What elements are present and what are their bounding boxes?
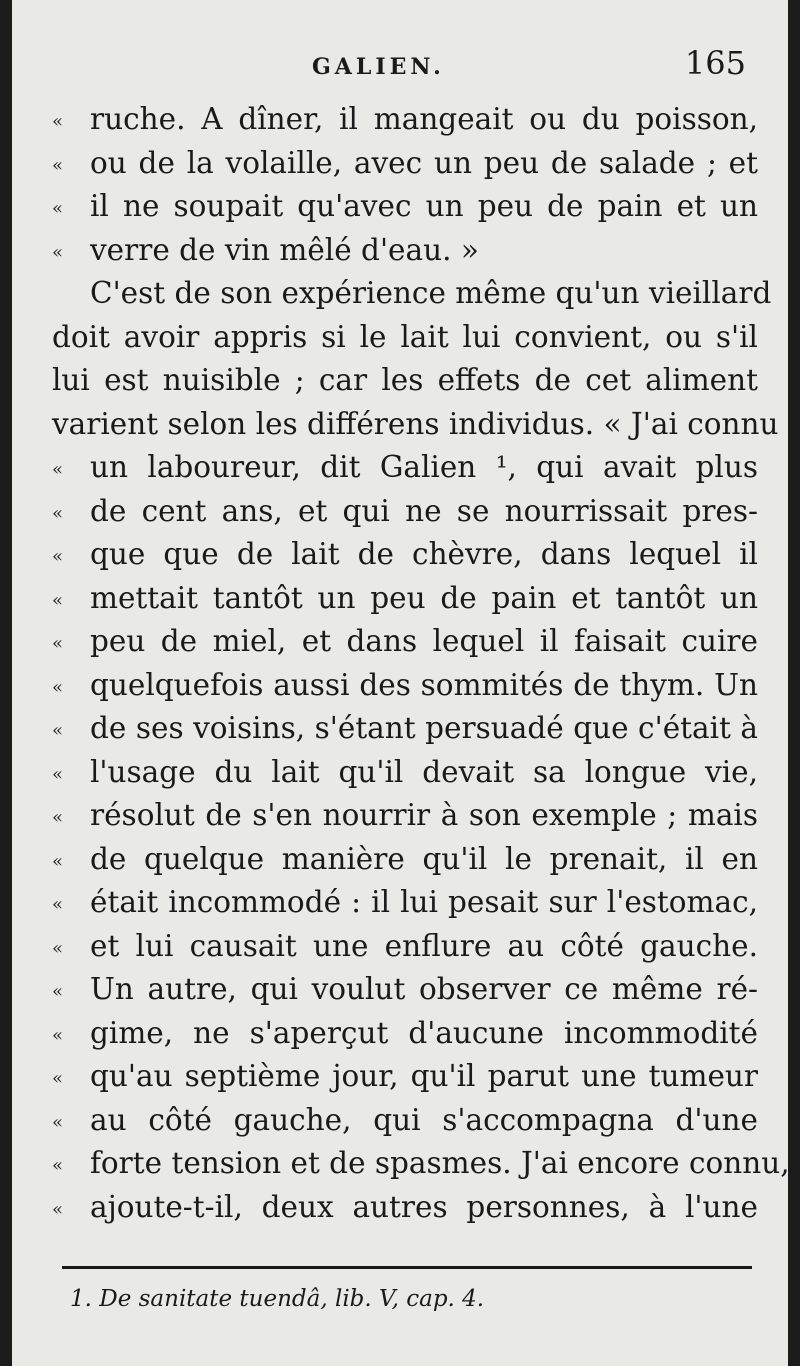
text-line (52, 272, 772, 316)
quote-mark: « (52, 807, 64, 828)
quote-mark: « (52, 546, 64, 567)
text-line-content: verre de vin mêlé d'eau. » (90, 232, 479, 267)
text-line-content: de ses voisins, s'étant persuadé que c'était à (90, 711, 758, 745)
text-line (52, 620, 758, 664)
quote-mark: « (52, 589, 64, 611)
text-line-content: ou de la volaille, avec un peu de salade ; et (90, 145, 758, 180)
text-line-content: doit avoir appris si le lait lui convient, ou s'il (52, 319, 758, 354)
text-line (52, 403, 779, 447)
quote-mark: « (52, 459, 64, 480)
text-line-content: lui est nuisible ; car les effets de cet aliment (52, 363, 758, 397)
text-line (52, 707, 758, 751)
text-line-content: de cent ans, et qui ne se nourrissait pres- (90, 493, 758, 528)
text-line-content: l'usage du lait qu'il devait sa longue vie, (90, 754, 758, 789)
quote-mark: « (52, 894, 64, 915)
quote-mark: « (52, 111, 64, 132)
footnote: 1. De sanitate tuendâ, lib. V, cap. 4. (70, 1286, 485, 1312)
text-line (52, 490, 758, 534)
quote-mark: « (52, 720, 64, 741)
text-line (52, 1099, 758, 1143)
book-page (12, 0, 788, 1366)
text-line (52, 968, 758, 1012)
quote-mark: « (52, 198, 64, 219)
quote-mark: « (52, 763, 64, 785)
text-line-content: au côté gauche, qui s'accompagna d'une (90, 1102, 758, 1137)
text-line-content: forte tension et de spasmes. J'ai encore connu, (90, 1146, 790, 1180)
quote-mark: « (52, 850, 64, 872)
quote-mark: « (52, 1111, 64, 1133)
text-line-content: de quelque manière qu'il le prenait, il en (90, 841, 758, 876)
text-line-content: mettait tantôt un peu de pain et tantôt un (90, 580, 758, 615)
text-line-content: et lui causait une enflure au côté gauche. (90, 928, 758, 963)
quote-mark: « (52, 154, 64, 176)
text-line (52, 1186, 758, 1230)
text-line (52, 446, 758, 490)
text-line-content: que que de lait de chèvre, dans lequel il (90, 537, 758, 571)
text-line (52, 925, 758, 969)
text-line (52, 664, 758, 708)
text-line (52, 838, 758, 882)
body-text (52, 98, 790, 1229)
text-line (52, 229, 758, 273)
text-line (52, 359, 758, 403)
text-line-content: résolut de s'en nourrir à son exemple ; mais (90, 798, 758, 832)
text-line-content: il ne soupait qu'avec un peu de pain et un (90, 189, 758, 223)
text-line (52, 1055, 758, 1099)
text-line (52, 577, 758, 621)
page-header (12, 44, 788, 84)
running-title: GALIEN. (312, 54, 445, 80)
quote-mark: « (52, 502, 64, 524)
text-line-content: un laboureur, dit Galien ¹, qui avait plus (90, 450, 758, 484)
text-line-content: quelquefois aussi des sommités de thym. Un (90, 667, 758, 702)
text-line (52, 533, 758, 577)
text-line-content: peu de miel, et dans lequel il faisait cuire (90, 624, 758, 658)
page-number: 165 (684, 44, 746, 82)
quote-mark: « (52, 676, 64, 698)
text-line-content: Un autre, qui voulut observer ce même ré- (90, 972, 758, 1006)
text-line (52, 1012, 758, 1056)
text-line-content: qu'au septième jour, qu'il parut une tumeur (90, 1059, 758, 1093)
text-line-content: ruche. A dîner, il mangeait ou du poisson, (90, 102, 758, 136)
quote-mark: « (52, 1024, 64, 1046)
text-line (52, 98, 758, 142)
quote-mark: « (52, 981, 64, 1002)
quote-mark: « (52, 1068, 64, 1089)
text-line (52, 142, 758, 186)
footnote-rule (62, 1266, 752, 1269)
text-line (52, 751, 758, 795)
text-line (52, 185, 758, 229)
text-line-content: gime, ne s'aperçut d'aucune incommodité (90, 1015, 758, 1050)
quote-mark: « (52, 937, 64, 959)
text-line (52, 881, 758, 925)
text-line-content: était incommodé : il lui pesait sur l'estomac, (90, 885, 758, 919)
text-line (52, 316, 758, 360)
text-line-content: C'est de son expérience même qu'un vieillard (90, 276, 772, 310)
text-line (52, 1142, 790, 1186)
text-line-content: varient selon les différens individus. « J'ai connu (52, 406, 779, 441)
text-line-content: ajoute-t-il, deux autres personnes, à l'une (90, 1189, 758, 1224)
quote-mark: « (52, 1155, 64, 1176)
quote-mark: « (52, 1198, 64, 1220)
quote-mark: « (52, 633, 64, 654)
text-line (52, 794, 758, 838)
quote-mark: « (52, 241, 64, 263)
